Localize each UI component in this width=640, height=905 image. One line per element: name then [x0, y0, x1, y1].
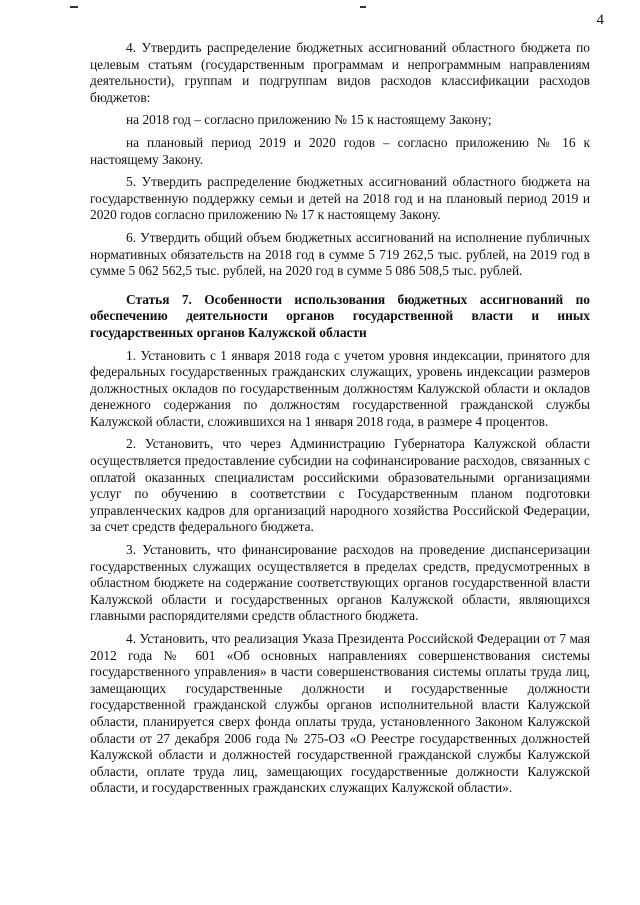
article-7-paragraph-2: 2. Установить, что через Администрацию Губернатора Калужской области осуществляется предоставление субсидии на софинансирование расходов, связанных с оплатой оказанных специалистам российскими образовательными организациями услуг по обучению в соответствии с Государственным планом подготовки управленческих кадров для организаций народного хозяйства Российской Федерации, за счет средств федерального бюджета. — [90, 436, 590, 535]
paragraph-4-item-2018: на 2018 год – согласно приложению № 15 к настоящему Закону; — [126, 112, 492, 128]
scan-mark-left — [70, 6, 78, 8]
document-body — [90, 40, 590, 803]
article-7-paragraph-1: 1. Установить с 1 января 2018 года с учетом уровня индексации, принятого для федеральных государственных гражданских служащих, уровень индексации размеров должностных окладов по государственным должностям Калужской области и окладов денежного содержания по должностям государственной гражданской службы Калужской области, сложившихся на 1 января 2018 года, в размере 4 процентов. — [90, 347, 590, 429]
page-number: 4 — [596, 12, 604, 28]
scan-mark-center — [360, 6, 366, 8]
article-7-heading: Статья 7. Особенности использования бюджетных ассигнований по обеспечению деятельности органов государственной власти и иных государственных органов Калужской области — [90, 291, 590, 340]
paragraph-4-item-planned: на плановый период 2019 и 2020 годов – согласно приложению № 16 к настоящему Закону. — [90, 134, 590, 167]
article-7-paragraph-4: 4. Установить, что реализация Указа Президента Российской Федерации от 7 мая 2012 года № 601 «Об основных направлениях совершенствования системы государственного управления» в части совершенствования системы оплаты труда лиц, замещающих государственные должности и государственные должности государственной гражданской службы органов исполнительной власти Калужской области, планируется сверх фонда оплаты труда, установленного Законом Калужской области от 27 декабря 2006 года № 275-ОЗ «О Реестре государственных должностей Калужской области и должностей государственной гражданской службы Калужской области, оплате труда лиц, замещающих государственные должности Калужской области, и государственных гражданских служащих Калужской области». — [90, 631, 590, 796]
paragraph-6: 6. Утвердить общий объем бюджетных ассигнований на исполнение публичных нормативных обязательств на 2018 год в сумме 5 719 262,5 тыс. рублей, на 2019 год в сумме 5 062 562,5 тыс. рублей, на 2020 год в сумме 5 086 508,5 тыс. рублей. — [90, 229, 590, 279]
paragraph-4: 4. Утвердить распределение бюджетных ассигнований областного бюджета по целевым статьям (государственным программам и непрограммным направлениям деятельности), группам и подгруппам видов расходов классификации расходов бюджетов: — [90, 40, 590, 105]
paragraph-5: 5. Утвердить распределение бюджетных ассигнований областного бюджета на государственную поддержку семьи и детей на 2018 год и на плановый период 2019 и 2020 годов согласно приложению № 17 к настоящему Закону. — [90, 174, 590, 223]
article-7-paragraph-3: 3. Установить, что финансирование расходов на проведение диспансеризации государственных служащих осуществляется в пределах средств, предусмотренных в областном бюджете на содержание соответствующих органов государственной власти Калужской области и государственных органов Калужской области, являющихся главными распорядителями средств областного бюджета. — [90, 542, 590, 624]
